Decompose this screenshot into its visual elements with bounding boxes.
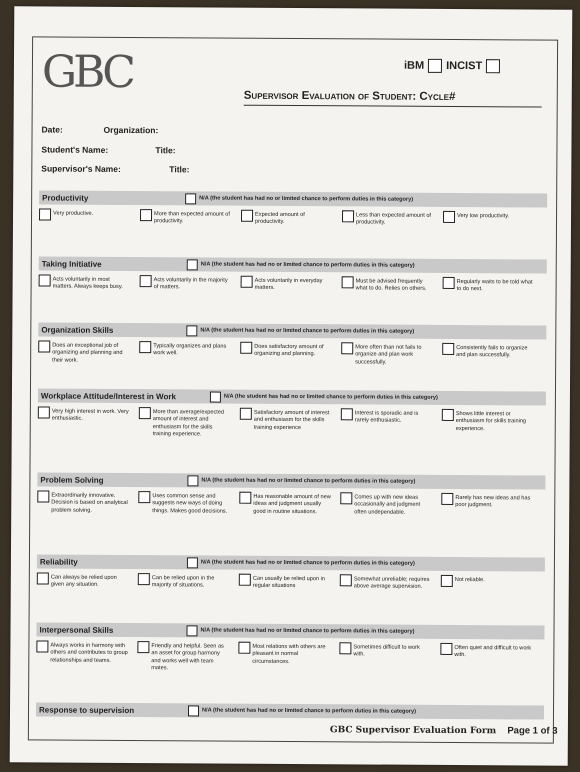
rating-checkbox[interactable] [37, 572, 49, 584]
rating-option-label: Acts voluntarily in the majority of matters. [153, 277, 228, 291]
rating-option-3 [238, 642, 339, 674]
supervisor-title-label: Title: [169, 164, 190, 175]
na-option [186, 625, 414, 637]
rating-option-label: Interest is sporadic and is rarely enthusiastic. [354, 410, 419, 425]
rating-option-label: Most relations with others are pleasant in normal circumstances. [252, 643, 326, 665]
rating-option-label: Less than expected amount of productivity. [355, 212, 432, 226]
section-title: Productivity [42, 192, 89, 203]
rating-option-2 [140, 275, 241, 292]
rating-option-1 [37, 490, 138, 515]
rating-option-5 [440, 643, 541, 675]
rating-option-5 [443, 211, 544, 228]
section-title: Workplace Attitude/Interest in Work [40, 390, 176, 401]
rating-options [37, 486, 545, 517]
rating-checkbox[interactable] [443, 211, 455, 223]
rating-option-1 [37, 572, 138, 589]
rating-option-label: Friendly and helpful. Seen as an asset for group harmony and works well with team mates. [151, 643, 224, 672]
rating-option-1 [38, 406, 139, 438]
rating-checkbox[interactable] [240, 342, 252, 354]
rating-option-label: Can be relied upon in the majority of situations. [151, 575, 215, 589]
rating-option-label: Typically organizes and plans work well. [153, 343, 227, 357]
na-label: N/A (the student has had no or limited chance to perform duties in this category) [201, 707, 416, 715]
rating-option-3 [239, 492, 340, 517]
page-number: Page 1 of 3 [507, 725, 558, 737]
na-option [186, 325, 414, 337]
rating-checkbox[interactable] [440, 643, 452, 655]
rating-checkbox[interactable] [241, 210, 253, 222]
na-label: N/A (the student has had no or limited chance to perform duties in this category) [200, 627, 415, 635]
rating-option-label: Shows little interest or enthusiasm for skills training experience. [455, 411, 527, 432]
rating-option-1 [36, 640, 137, 672]
student-title-label: Title: [155, 145, 176, 156]
rating-option-label: Can usually be relied upon in regular situations [252, 575, 325, 590]
rating-checkbox[interactable] [239, 492, 251, 504]
rating-option-label: Uses common sense and suggests new ways of doing things. Makes good decisions. [152, 493, 228, 515]
rating-checkbox[interactable] [139, 341, 151, 353]
rating-option-label: Acts voluntarily in most matters. Always keeps busy. [52, 276, 123, 291]
rating-options [36, 636, 544, 675]
footer-form-name: GBC Supervisor Evaluation Form [329, 725, 497, 737]
rating-option-2 [139, 341, 240, 366]
section-title: Reliability [39, 556, 78, 567]
rating-checkbox[interactable] [340, 574, 352, 586]
rating-option-2 [138, 491, 239, 516]
rating-option-5 [443, 277, 544, 294]
section-title: Interpersonal Skills [39, 624, 114, 635]
rating-option-label: Not reliable. [454, 577, 485, 584]
rating-options [37, 568, 545, 592]
rating-option-1 [39, 208, 140, 225]
section-productivity [39, 190, 547, 228]
rating-checkbox[interactable] [342, 276, 354, 288]
rating-option-3 [240, 342, 341, 367]
na-option [187, 259, 415, 271]
rating-option-4 [341, 342, 442, 367]
rating-checkbox[interactable] [138, 573, 150, 585]
rating-checkbox[interactable] [38, 340, 50, 352]
rating-option-label: Very low productivity. [457, 213, 510, 220]
rating-checkbox[interactable] [442, 409, 454, 421]
rating-option-3 [241, 210, 342, 227]
rating-option-4 [342, 210, 443, 227]
rating-option-label: Consistently fails to organize and plan successfully. [456, 345, 528, 359]
rating-checkbox[interactable] [140, 275, 152, 287]
rating-checkbox[interactable] [238, 642, 250, 654]
rating-checkbox[interactable] [241, 276, 253, 288]
rating-option-2 [138, 573, 239, 590]
rating-option-3 [239, 574, 340, 591]
section-title: Taking Initiative [41, 258, 102, 269]
na-label: N/A (the student has had no or limited chance to perform duties in this category) [200, 327, 415, 335]
section-title: Organization Skills [41, 324, 114, 335]
rating-checkbox[interactable] [443, 277, 455, 289]
na-checkbox[interactable] [210, 391, 221, 402]
na-checkbox[interactable] [186, 325, 197, 336]
section-interpersonal-skills [36, 622, 544, 675]
na-option [187, 475, 415, 487]
rating-option-5 [442, 343, 543, 368]
na-checkbox[interactable] [188, 705, 199, 716]
na-option [210, 391, 438, 403]
rating-option-label: Must be advised frequently what to do. Relies on others. [355, 278, 427, 293]
rating-checkbox[interactable] [140, 209, 152, 221]
rating-option-5 [442, 409, 543, 441]
rating-option-label: Regularly waits to be told what to do next. [456, 279, 533, 293]
section-taking-initiative [39, 256, 547, 294]
rating-option-5 [441, 575, 542, 592]
supervisor-name-label: Supervisor's Name: [41, 163, 121, 174]
rating-option-label: Does an exceptional job of organizing and planning and their work. [52, 342, 123, 364]
na-label: N/A (the student has had no or limited chance to perform duties in this category) [200, 261, 415, 269]
rating-option-4 [339, 642, 440, 674]
rating-checkbox[interactable] [36, 640, 48, 652]
gbc-logo: GBC [41, 46, 133, 99]
rating-checkbox[interactable] [441, 493, 453, 505]
na-checkbox[interactable] [187, 475, 198, 486]
rating-checkbox[interactable] [37, 490, 49, 502]
rating-option-label: Somewhat unreliable; requires above average supervision. [353, 576, 430, 591]
rating-option-3 [241, 276, 342, 293]
rating-checkbox[interactable] [341, 408, 353, 420]
rating-checkbox[interactable] [339, 642, 351, 654]
rating-option-label: Acts voluntarily in everyday matters. [254, 277, 323, 292]
na-checkbox[interactable] [185, 193, 196, 204]
rating-option-label: Very high interest in work. Very enthusiastic. [51, 408, 129, 423]
na-label: N/A (the student has had no or limited chance to perform duties in this category) [199, 195, 414, 203]
ibm-checkbox[interactable] [428, 59, 442, 73]
rating-checkbox[interactable] [442, 343, 454, 355]
rating-option-label: More often than not fails to organize and plan work successfully. [355, 344, 422, 366]
na-checkbox[interactable] [187, 259, 198, 270]
rating-checkbox[interactable] [137, 641, 149, 653]
rating-checkbox[interactable] [239, 574, 251, 586]
rating-checkbox[interactable] [240, 408, 252, 420]
rating-options [38, 402, 546, 441]
page-footer [330, 724, 558, 736]
section-problem-solving [37, 472, 545, 517]
incist-checkbox[interactable] [486, 59, 500, 73]
na-option [188, 705, 416, 717]
rating-option-label: Can always be relied upon given any situation. [50, 574, 117, 589]
date-label: Date: [41, 124, 63, 135]
rating-option-label: Often quiet and difficult to work with. [454, 645, 532, 659]
rating-option-4 [342, 276, 443, 293]
program-checkboxes [404, 59, 500, 74]
rating-checkbox[interactable] [139, 407, 151, 419]
rating-checkbox[interactable] [38, 406, 50, 418]
rating-option-4 [340, 492, 441, 517]
rating-checkbox[interactable] [39, 274, 51, 286]
rating-options [39, 270, 547, 294]
rating-option-label: Comes up with new ideas occasionally and judgment often undependable. [354, 494, 421, 516]
section-workplace-attitude-interest-in-work [38, 388, 546, 441]
rating-option-label: Extraordinarily innovative. Decision is based on analytical problem solving. [51, 492, 128, 514]
na-checkbox[interactable] [186, 625, 197, 636]
incist-label: INCIST [446, 59, 483, 73]
section-title: Problem Solving [40, 474, 104, 485]
rating-option-1 [39, 274, 140, 291]
na-option [187, 557, 415, 569]
rating-option-5 [441, 493, 542, 518]
rating-option-label: Does satisfactory amount of organizing and planning. [254, 343, 324, 358]
rating-option-label: Has reasonable amount of new ideas and judgment usually good in routine situations. [253, 493, 331, 515]
rating-option-label: Always works in harmony with others and contributes to group relationships and teams. [50, 642, 128, 664]
rating-option-label: Very productive. [53, 210, 94, 217]
section-title: Response to supervision [38, 704, 135, 715]
rating-option-1 [38, 340, 139, 365]
form-title: Supervisor Evaluation of Student: Cycle# [244, 90, 542, 108]
rating-checkbox[interactable] [138, 491, 150, 503]
student-name-label: Student's Name: [41, 144, 109, 155]
na-label: N/A (the student has had no or limited chance to perform duties in this category) [201, 477, 416, 485]
na-label: N/A (the student has had no or limited chance to perform duties in this category) [200, 559, 415, 567]
rating-option-label: Expected amount of productivity. [254, 211, 305, 226]
rating-checkbox[interactable] [340, 492, 352, 504]
rating-option-4 [340, 574, 441, 591]
rating-option-label: Sometimes difficult to work with. [353, 644, 420, 658]
rating-checkbox[interactable] [39, 208, 51, 220]
na-label: N/A (the student has had no or limited chance to perform duties in this category) [223, 393, 438, 401]
rating-option-2 [137, 641, 238, 673]
na-option [185, 193, 413, 205]
rating-checkbox[interactable] [441, 575, 453, 587]
ibm-label: iBM [403, 59, 425, 72]
rating-checkbox[interactable] [342, 210, 354, 222]
rating-option-2 [139, 407, 240, 439]
rating-option-label: Rarely has new ideas and has poor judgment. [455, 495, 531, 509]
rating-checkbox[interactable] [341, 342, 353, 354]
rating-option-3 [240, 408, 341, 440]
section-reliability [37, 554, 545, 592]
organization-label: Organization: [103, 124, 159, 136]
rating-option-label: More than average/expected amount of interest and enthusiasm for the skills training experience. [152, 409, 225, 438]
section-organization-skills [38, 322, 546, 367]
rating-option-4 [341, 408, 442, 440]
rating-options [39, 204, 547, 228]
rating-option-2 [140, 209, 241, 226]
na-checkbox[interactable] [187, 557, 198, 568]
rating-option-label: More than expected amount of productivity. [153, 211, 230, 225]
rating-option-label: Satisfactory amount of interest and enthusiasm for the skills training experience [253, 409, 330, 431]
evaluation-form-page [10, 6, 573, 765]
rating-options [38, 336, 546, 367]
